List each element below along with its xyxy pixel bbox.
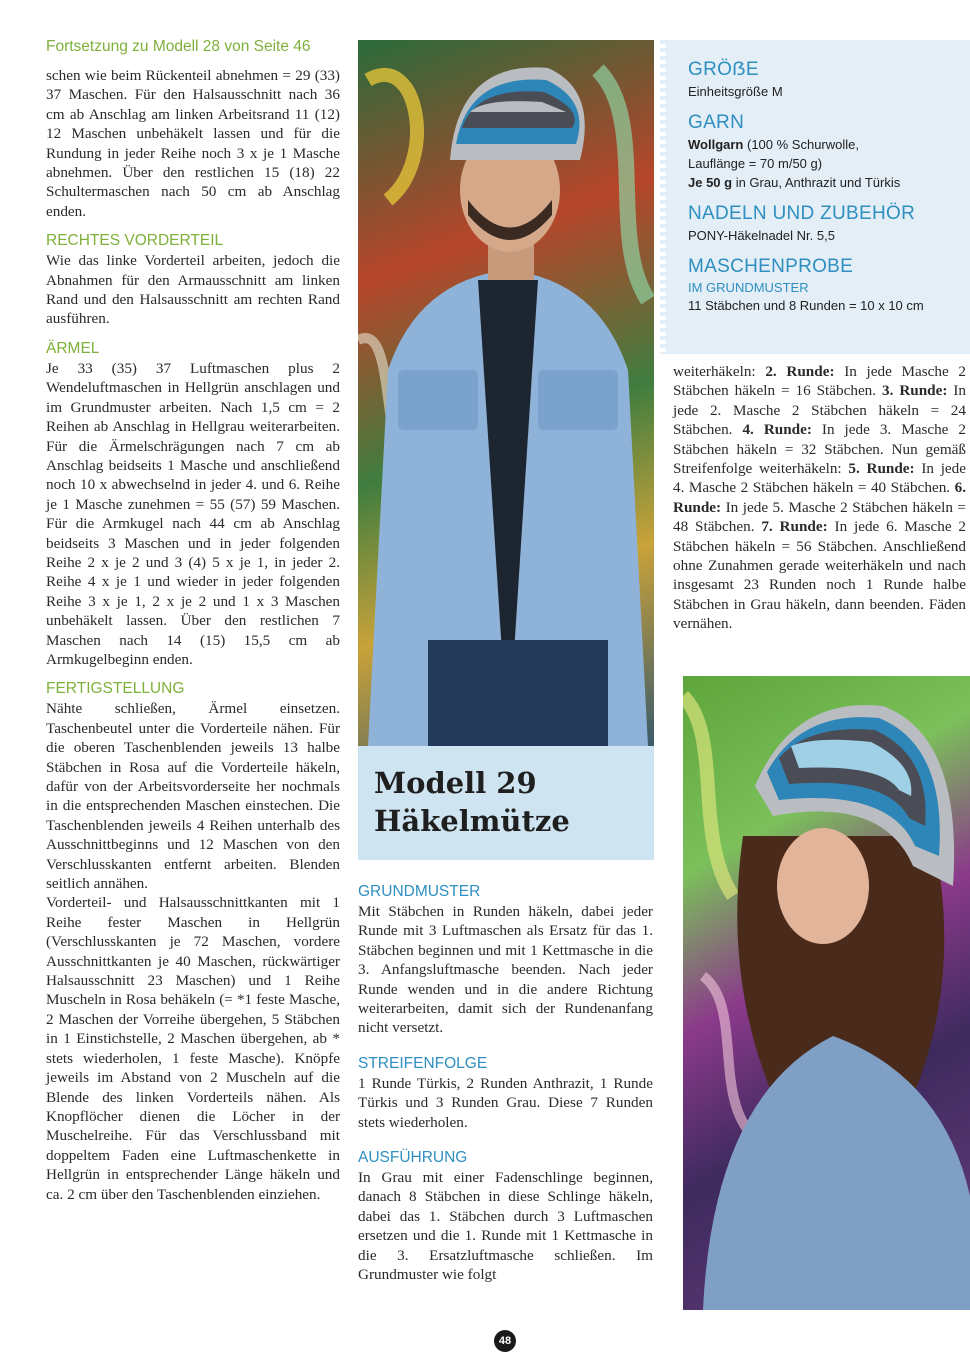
section-rechtes-vorderteil — [46, 231, 340, 329]
text-run: In jede 2. Masche 2 Stäbchen häkeln = 24 Stäbchen. — [673, 382, 966, 439]
text-run: weiterhäkeln: — [673, 363, 766, 380]
instructions-continued — [673, 362, 966, 634]
photo-woman-with-hat — [683, 676, 970, 1310]
section-text: Wie das linke Vorderteil arbeiten, jedoch die Abnahmen für den Armausschnitt am linken Rand und den Halsausschnitt am rechten Rand ausführen. — [46, 252, 340, 328]
round-label: 5. Runde: — [848, 460, 915, 478]
section-text: Je 33 (35) 37 Luftmaschen plus 2 Wendeluftmaschen in Hellgrün anschlagen und im Grundmuster arbeiten. Nach 1,5 cm = 2 Reihen ab Anschlag in Hellgrau weiterarbeiten. Für die Ärmelschrägungen nach 7 cm ab Anschlag beidseits 1 Masche und anschließend noch 10 x abwechselnd in jeder 4. und 6. Reihe je 1 Masche zunehmen = 55 (57) 59 Maschen. Für die Armkugel nach 44 cm ab Anschlag beidseits 3 Maschen und in jeder folgenden Reihe 2 x je 2 und 3 (4) 5 x je 1, in jeder 2. Reihe 4 x je 1 und wieder in jeder folgenden Reihe 3 x je 1, 2 x je 2 und 1 x 3 Maschen unbehäkelt lassen. Über den restlichen 7 Maschen nach 14 (15) 15,5 cm ab Armkugelbeginn enden. — [46, 359, 340, 668]
round-label: 2. Runde: — [765, 363, 835, 380]
text-run: In jede 3. Masche 2 Stäbchen häkeln = 32 Stäbchen. Nun gemäß Streifenfolge weiterhäkeln: — [673, 421, 966, 478]
striped-hat — [450, 67, 585, 160]
gauge-block — [688, 255, 960, 315]
section-heading: GRUNDMUSTER — [358, 883, 481, 900]
yarn-name: Wollgarn — [688, 137, 744, 152]
size-block — [688, 58, 960, 101]
gauge-text: 11 Stäbchen und 8 Runden = 10 x 10 cm — [688, 298, 924, 313]
model-number: Modell 29 — [374, 766, 537, 800]
yarn-detail: (100 % Schurwolle, — [743, 137, 859, 152]
section-streifenfolge — [358, 1054, 653, 1132]
continuation-note: Fortsetzung zu Modell 28 von Seite 46 — [46, 38, 311, 55]
left-column — [46, 38, 340, 1204]
photo-woman-illustration — [683, 676, 970, 1310]
section-text: 1 Runde Türkis, 2 Runden Anthrazit, 1 Runde Türkis und 3 Runden Grau. Diese 7 Runden stets wiederholen. — [358, 1074, 653, 1131]
photo-man-illustration — [358, 40, 654, 746]
section-grundmuster — [358, 882, 653, 1038]
yarn-line-1 — [688, 135, 960, 154]
section-heading: ÄRMEL — [46, 339, 100, 357]
section-text: Mit Stäbchen in Runden häkeln, dabei jeder Runde mit 3 Luftmaschen als Ersatz für das 1. Stäbchen beginnen und mit 1 Kettmasche in die 3. Anfangsluftmasche beenden. Nach jeder Runde wenden und in die andere Richtung weiterarbeiten, damit sich der Rundenanfang nicht versetzt. — [358, 903, 653, 1037]
size-heading: GRÖẞE — [688, 59, 759, 80]
section-ausfuehrung — [358, 1148, 653, 1284]
intro-paragraph — [46, 66, 340, 221]
round-label: 6. Runde: — [673, 479, 966, 516]
section-heading: AUSFÜHRUNG — [358, 1149, 468, 1167]
zigzag-edge — [660, 40, 666, 354]
needles-heading: NADELN UND ZUBEHÖR — [688, 203, 916, 224]
yarn-amount: Je 50 g — [688, 175, 733, 190]
middle-column — [358, 882, 653, 1285]
section-text: Nähte schließen, Ärmel einsetzen. Taschenbeutel unter die Vorderteile nähen. Für die oberen Taschenblenden jeweils 13 halbe Stäbchen in Rosa auf die Vorderteile häkeln, dafür von der Arbeitsvorderseite her nochmals in die entsprechenden Maschen einstechen. Die Taschenblenden jeweils 4 Reihen unterhalb des Ausschnittbeginns und 12 Maschen von den Verschlusskanten entfernt arbeiten. Blenden seitlich annähen. — [46, 700, 340, 893]
section-heading: FERTIGSTELLUNG — [46, 680, 185, 698]
yarn-colors: in Grau, Anthrazit und Türkis — [732, 175, 901, 190]
intro-text: schen wie beim Rückenteil abnehmen = 29 (33) 37 Maschen. Für den Halsausschnitt nach 36 cm ab Anschlag am linken Arbeitsrand 11 (12) 12 Maschen unbehäkelt lassen und für die Rundung in jeder Reihe noch 3 x je 1 Masche abnehmen. Über den restlichen 15 (18) 22 Schultermaschen nach 50 cm ab Anschlag enden. — [46, 67, 340, 220]
yarn-line-3 — [688, 173, 960, 192]
text-run: In jede 4. Masche 2 Stäbchen häkeln = 40 Stäbchen. — [673, 460, 966, 497]
section-text: In Grau mit einer Fadenschlinge beginnen, danach 8 Stäbchen in diese Schlinge häkeln, dabei das 1. Stäbchen durch 3 Luftmaschen ersetzen und die 1. Runde mit 1 Kettmasche in die 3. Ersatzluftmasche schließen. Im Grundmuster wie folgt — [358, 1169, 653, 1284]
yarn-block — [688, 111, 960, 192]
gauge-subheading: IM GRUNDMUSTER — [688, 280, 809, 295]
round-label: 4. Runde: — [742, 421, 812, 439]
section-heading: RECHTES VORDERTEIL — [46, 232, 224, 250]
section-text: Vorderteil- und Halsausschnittkanten mit 1 Reihe fester Maschen in Hellgrün (Verschlusskanten je 72 Maschen, vordere Ausschnittkanten je 40 Maschen, rückwärtiger Halsausschnitt 23 Maschen) und 1 Reihe Muscheln in Rosa behäkeln (= *1 feste Masche, 2 Maschen der Vorreihe übergehen, 5 Stäbchen in 1 Einstichstelle, 2 Maschen übergehen, ab * stets wiederholen, 1 feste Masche). Knöpfe jeweils im Abstand von 2 Muscheln auf die Blende des linken Vorderteils nähen. Als Knopflöcher dienen die Löcher in der Muschelreihe. Für das Verschlussband mit doppeltem Faden eine Luftmaschenkette in Hellgrün in entsprechender Länge häkeln und ca. 2 cm über den Taschenblenden einziehen. — [46, 894, 340, 1203]
round-label: 7. Runde: — [761, 518, 828, 536]
yarn-length: Lauflänge = 70 m/50 g) — [688, 156, 823, 171]
model-title-box — [358, 746, 654, 860]
materials-info-box — [666, 40, 970, 354]
photo-man-with-hat — [358, 40, 654, 746]
page-number: 48 — [494, 1330, 516, 1352]
gauge-heading: MASCHENPROBE — [688, 256, 854, 277]
model-title — [374, 764, 570, 840]
size-text: Einheitsgröße M — [688, 84, 783, 99]
text-run: In jede 5. Masche 2 Stäbchen häkeln = 48 Stäbchen. — [673, 498, 966, 536]
instructions-paragraph — [673, 362, 966, 634]
model-name: Häkelmütze — [374, 804, 570, 838]
text-run: In jede 6. Masche 2 Stäbchen häkeln = 56 Stäbchen. Anschließend ohne Zunahmen gerade weiterhäkeln und nach insgesamt 23 Runden noch 1 Runde halbe Stäbchen in Grau häkeln, dann beenden. Fäden vernähen. — [673, 518, 967, 633]
needles-block — [688, 202, 960, 245]
section-aermel — [46, 339, 340, 670]
round-label: 3. Runde: — [882, 382, 948, 400]
section-fertigstellung — [46, 679, 340, 1204]
section-heading: STREIFENFOLGE — [358, 1054, 488, 1072]
right-column — [673, 362, 966, 634]
yarn-heading: GARN — [688, 112, 745, 133]
text-run: In jede Masche 2 Stäbchen häkeln = 16 Stäbchen. — [673, 363, 966, 400]
needles-text: PONY-Häkelnadel Nr. 5,5 — [688, 228, 835, 243]
